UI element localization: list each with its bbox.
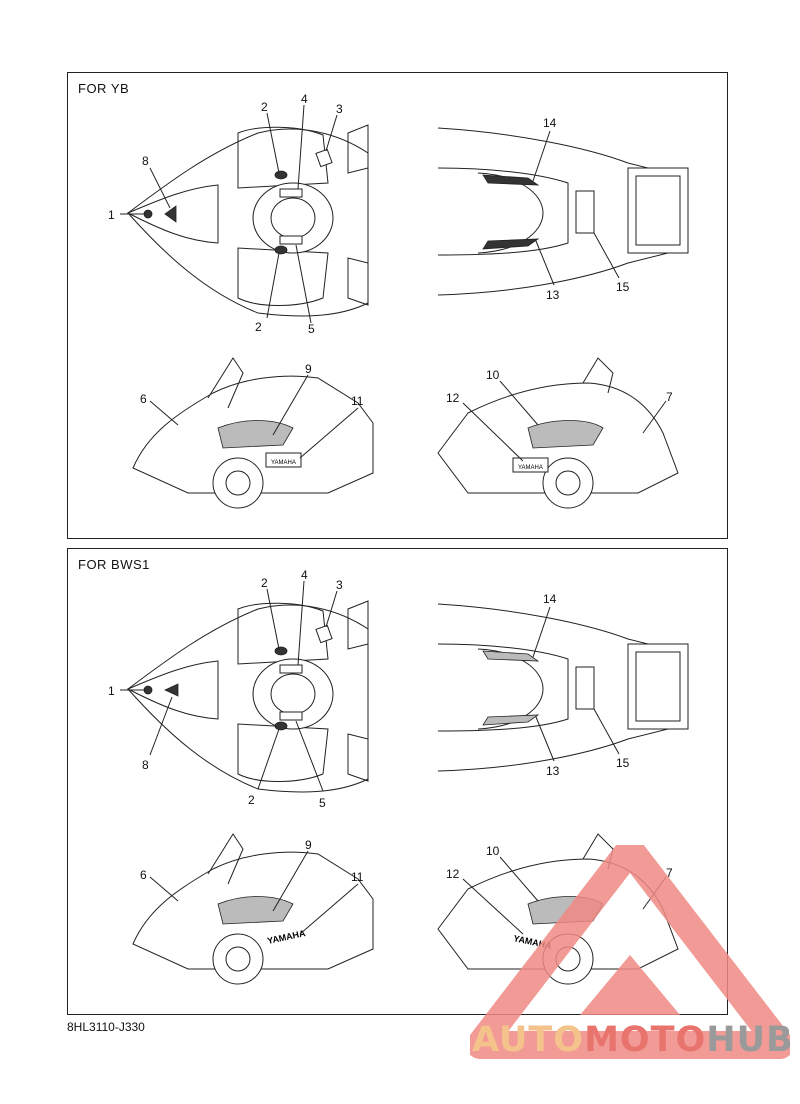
panel-title: FOR YB bbox=[78, 81, 130, 96]
callout-11: 11 bbox=[351, 870, 364, 884]
callout-14: 14 bbox=[543, 116, 557, 130]
callout-2: 2 bbox=[261, 576, 268, 590]
callout-8: 8 bbox=[142, 154, 149, 168]
callout-4: 4 bbox=[301, 568, 308, 582]
top-view-front bbox=[128, 125, 368, 316]
decal-diagram-yb bbox=[68, 73, 729, 540]
callout-13: 13 bbox=[546, 288, 560, 302]
callout-6: 6 bbox=[140, 392, 147, 406]
callout-10: 10 bbox=[486, 844, 500, 858]
top-view-rear bbox=[438, 128, 688, 295]
callout-2b: 2 bbox=[255, 320, 262, 334]
yamaha-logo-11: YAMAHA bbox=[266, 928, 307, 946]
callout-13: 13 bbox=[546, 764, 560, 778]
yamaha-decal-11: YAMAHA bbox=[271, 460, 296, 466]
top-view-rear bbox=[438, 604, 688, 771]
callout-6: 6 bbox=[140, 868, 147, 882]
side-view-left bbox=[133, 358, 373, 508]
yamaha-decal-12: YAMAHA bbox=[518, 465, 543, 471]
callout-4: 4 bbox=[301, 92, 308, 106]
callout-15: 15 bbox=[616, 756, 630, 770]
side-view-left bbox=[133, 834, 373, 984]
callout-7: 7 bbox=[666, 866, 673, 880]
callout-8: 8 bbox=[142, 758, 149, 772]
callout-9: 9 bbox=[305, 838, 312, 852]
panel-for-yb bbox=[67, 72, 728, 539]
callout-1: 1 bbox=[108, 208, 115, 222]
callout-7: 7 bbox=[666, 390, 673, 404]
callout-12: 12 bbox=[446, 391, 460, 405]
callout-2b: 2 bbox=[248, 793, 255, 807]
panel-title: FOR BWS1 bbox=[78, 557, 150, 572]
callout-15: 15 bbox=[616, 280, 630, 294]
callout-3: 3 bbox=[336, 102, 343, 116]
callout-11: 11 bbox=[351, 394, 364, 408]
callout-1: 1 bbox=[108, 684, 115, 698]
callout-12: 12 bbox=[446, 867, 460, 881]
yamaha-logo-12: YAMAHA bbox=[512, 933, 553, 951]
callout-9: 9 bbox=[305, 362, 312, 376]
callout-2: 2 bbox=[261, 100, 268, 114]
callout-3: 3 bbox=[336, 578, 343, 592]
callout-5: 5 bbox=[308, 322, 315, 336]
watermark-text: AUTOMOTOHUB bbox=[472, 1020, 794, 1060]
callout-5: 5 bbox=[319, 796, 326, 810]
callout-14: 14 bbox=[543, 592, 557, 606]
side-view-right bbox=[438, 358, 678, 508]
top-view-front bbox=[128, 601, 368, 792]
callout-10: 10 bbox=[486, 368, 500, 382]
figure-code: 8HL3110-J330 bbox=[67, 1020, 145, 1034]
